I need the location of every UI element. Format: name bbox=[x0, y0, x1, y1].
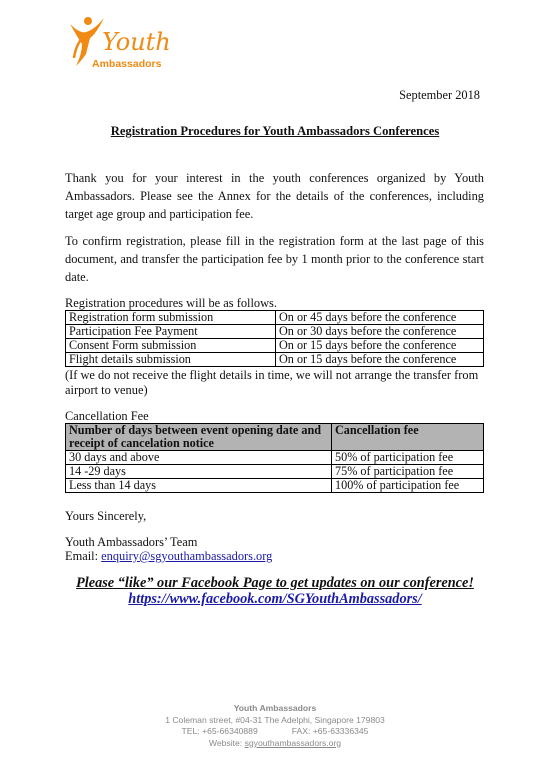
footer-contact bbox=[0, 726, 550, 738]
footer-address: 1 Coleman street, #04-31 The Adelphi, Singapore 179803 bbox=[165, 714, 385, 725]
facebook-callout: Please “like” our Facebook Page to get updates on our conference! bbox=[76, 575, 474, 591]
logo-text-sub: Ambassadors bbox=[92, 58, 162, 70]
cancellation-table bbox=[65, 423, 484, 493]
document-date: September 2018 bbox=[399, 88, 480, 102]
cancel-fee: 75% of participation fee bbox=[332, 465, 484, 479]
procedure-deadline: On or 30 days before the conference bbox=[276, 325, 484, 339]
footer-website-link[interactable]: sgyouthambassadors.org bbox=[244, 737, 342, 748]
footer-org-name: Youth Ambassadors bbox=[233, 703, 317, 713]
procedure-step: Flight details submission bbox=[66, 353, 276, 367]
table-row bbox=[66, 451, 484, 465]
table-row bbox=[66, 311, 484, 325]
procedure-step: Participation Fee Payment bbox=[66, 325, 276, 339]
table-row bbox=[66, 353, 484, 367]
footer-tel: TEL: +65-66340889 bbox=[181, 726, 258, 736]
procedures-heading: Registration procedures will be as follows. bbox=[65, 296, 277, 310]
closing-email-line bbox=[65, 549, 272, 564]
footer-fax: FAX: +65-63336345 bbox=[291, 726, 369, 736]
table-row bbox=[66, 325, 484, 339]
email-label: Email: bbox=[65, 549, 102, 563]
document-title: Registration Procedures for Youth Ambassadors Conferences bbox=[110, 124, 440, 138]
cancel-fee: 100% of participation fee bbox=[332, 479, 484, 493]
procedure-step: Registration form submission bbox=[66, 311, 276, 325]
table-header-row bbox=[66, 424, 484, 451]
cancellation-heading: Cancellation Fee bbox=[65, 409, 149, 423]
cancel-days: Less than 14 days bbox=[66, 479, 332, 493]
closing-team: Youth Ambassadors’ Team bbox=[65, 535, 198, 549]
table-row bbox=[66, 479, 484, 493]
column-header-days: Number of days between event opening date and receipt of cancelation notice bbox=[66, 424, 332, 451]
procedures-note: (If we do not receive the flight details in time, we will not arrange the transfer from airport to venue) bbox=[65, 368, 479, 397]
logo-text-main: Youth bbox=[102, 28, 171, 56]
procedure-step: Consent Form submission bbox=[66, 339, 276, 353]
facebook-link[interactable]: https://www.facebook.com/SGYouthAmbassadors/ bbox=[128, 591, 422, 607]
logo-figure-icon bbox=[64, 14, 184, 74]
procedure-deadline: On or 45 days before the conference bbox=[276, 311, 484, 325]
email-link[interactable]: enquiry@sgyouthambassadors.org bbox=[101, 549, 273, 563]
procedure-deadline: On or 15 days before the conference bbox=[276, 353, 484, 367]
cancel-days: 30 days and above bbox=[66, 451, 332, 465]
table-row bbox=[66, 465, 484, 479]
procedures-table bbox=[65, 310, 484, 367]
cancel-fee: 50% of participation fee bbox=[332, 451, 484, 465]
footer bbox=[0, 703, 550, 749]
table-row bbox=[66, 339, 484, 353]
footer-website-line bbox=[0, 738, 550, 750]
footer-website-label: Website: bbox=[208, 737, 245, 748]
procedure-deadline: On or 15 days before the conference bbox=[276, 339, 484, 353]
confirm-paragraph: To confirm registration, please fill in the registration form at the last page of this document, and transfer the participation fee by 1 month prior to the conference start date. bbox=[65, 234, 484, 284]
cancel-days: 14 -29 days bbox=[66, 465, 332, 479]
youth-ambassadors-logo bbox=[64, 14, 184, 74]
column-header-fee: Cancellation fee bbox=[332, 424, 484, 451]
closing-sincerely: Yours Sincerely, bbox=[65, 509, 147, 523]
intro-paragraph: Thank you for your interest in the youth conferences organized by Youth Ambassadors. Please see the Annex for the details of the conferences, including target age group and participation fee. bbox=[65, 171, 484, 221]
